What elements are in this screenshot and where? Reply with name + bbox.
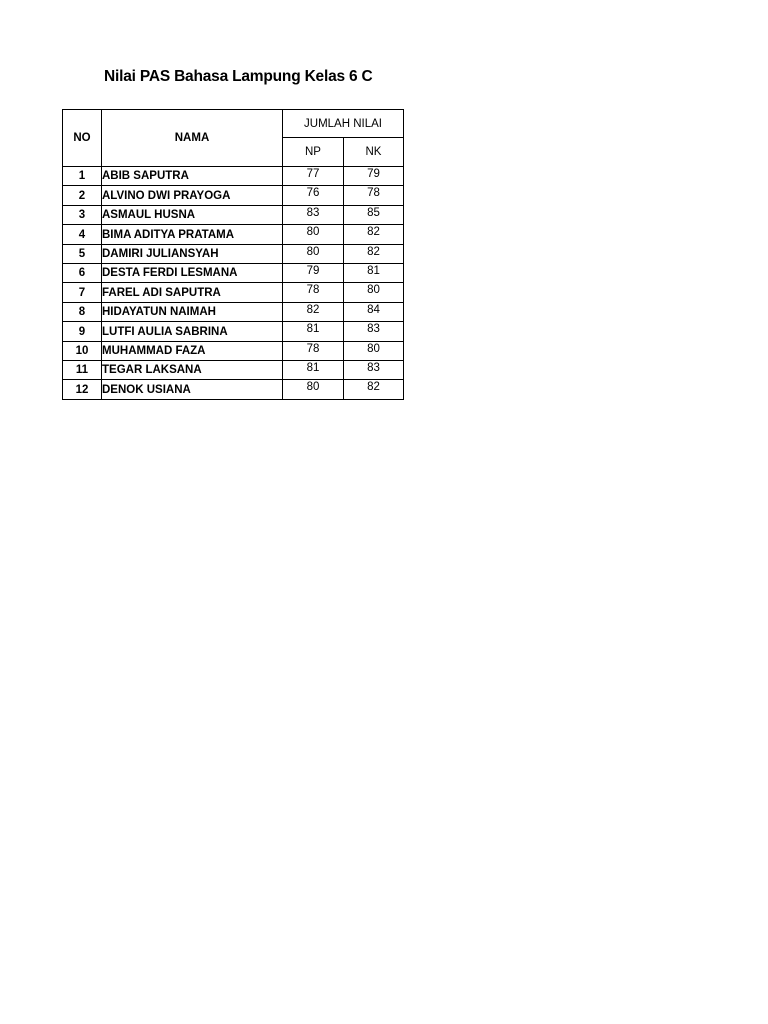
student-name: ALVINO DWI PRAYOGA [102, 186, 283, 205]
np-score: 81 [283, 360, 344, 379]
nk-score: 78 [344, 186, 404, 205]
table-body [63, 167, 404, 400]
student-name: MUHAMMAD FAZA [102, 341, 283, 360]
header-np: NP [283, 138, 344, 167]
table-row [63, 167, 404, 186]
header-no: NO [63, 110, 102, 167]
table-row [63, 205, 404, 224]
np-score: 79 [283, 263, 344, 282]
np-score: 80 [283, 244, 344, 263]
nk-score: 82 [344, 244, 404, 263]
row-number: 1 [63, 167, 102, 186]
row-number: 11 [63, 360, 102, 379]
grades-table [62, 109, 404, 400]
row-number: 2 [63, 186, 102, 205]
nk-score: 79 [344, 167, 404, 186]
row-number: 10 [63, 341, 102, 360]
student-name: BIMA ADITYA PRATAMA [102, 225, 283, 244]
student-name: DAMIRI JULIANSYAH [102, 244, 283, 263]
nk-score: 85 [344, 205, 404, 224]
nk-score: 84 [344, 302, 404, 321]
header-jumlah-nilai: JUMLAH NILAI [283, 110, 404, 138]
student-name: DESTA FERDI LESMANA [102, 263, 283, 282]
student-name: FAREL ADI SAPUTRA [102, 283, 283, 302]
row-number: 5 [63, 244, 102, 263]
student-name: TEGAR LAKSANA [102, 360, 283, 379]
nk-score: 81 [344, 263, 404, 282]
np-score: 77 [283, 167, 344, 186]
np-score: 76 [283, 186, 344, 205]
table-row [63, 186, 404, 205]
table-row [63, 283, 404, 302]
table-row [63, 244, 404, 263]
nk-score: 83 [344, 360, 404, 379]
nk-score: 83 [344, 322, 404, 341]
np-score: 83 [283, 205, 344, 224]
table-row [63, 263, 404, 282]
student-name: HIDAYATUN NAIMAH [102, 302, 283, 321]
np-score: 78 [283, 341, 344, 360]
nk-score: 80 [344, 283, 404, 302]
table-row [63, 360, 404, 379]
np-score: 80 [283, 225, 344, 244]
row-number: 12 [63, 380, 102, 399]
student-name: ASMAUL HUSNA [102, 205, 283, 224]
table-row [63, 380, 404, 399]
table-row [63, 341, 404, 360]
nk-score: 80 [344, 341, 404, 360]
np-score: 81 [283, 322, 344, 341]
table-row [63, 225, 404, 244]
table-row [63, 322, 404, 341]
nk-score: 82 [344, 225, 404, 244]
header-nama: NAMA [102, 110, 283, 167]
page-title: Nilai PAS Bahasa Lampung Kelas 6 C [104, 68, 373, 85]
row-number: 4 [63, 225, 102, 244]
table-row [63, 302, 404, 321]
student-name: LUTFI AULIA SABRINA [102, 322, 283, 341]
row-number: 6 [63, 263, 102, 282]
np-score: 82 [283, 302, 344, 321]
np-score: 78 [283, 283, 344, 302]
row-number: 9 [63, 322, 102, 341]
nk-score: 82 [344, 380, 404, 399]
student-name: ABIB SAPUTRA [102, 167, 283, 186]
row-number: 8 [63, 302, 102, 321]
row-number: 7 [63, 283, 102, 302]
student-name: DENOK USIANA [102, 380, 283, 399]
row-number: 3 [63, 205, 102, 224]
header-nk: NK [344, 138, 404, 167]
np-score: 80 [283, 380, 344, 399]
